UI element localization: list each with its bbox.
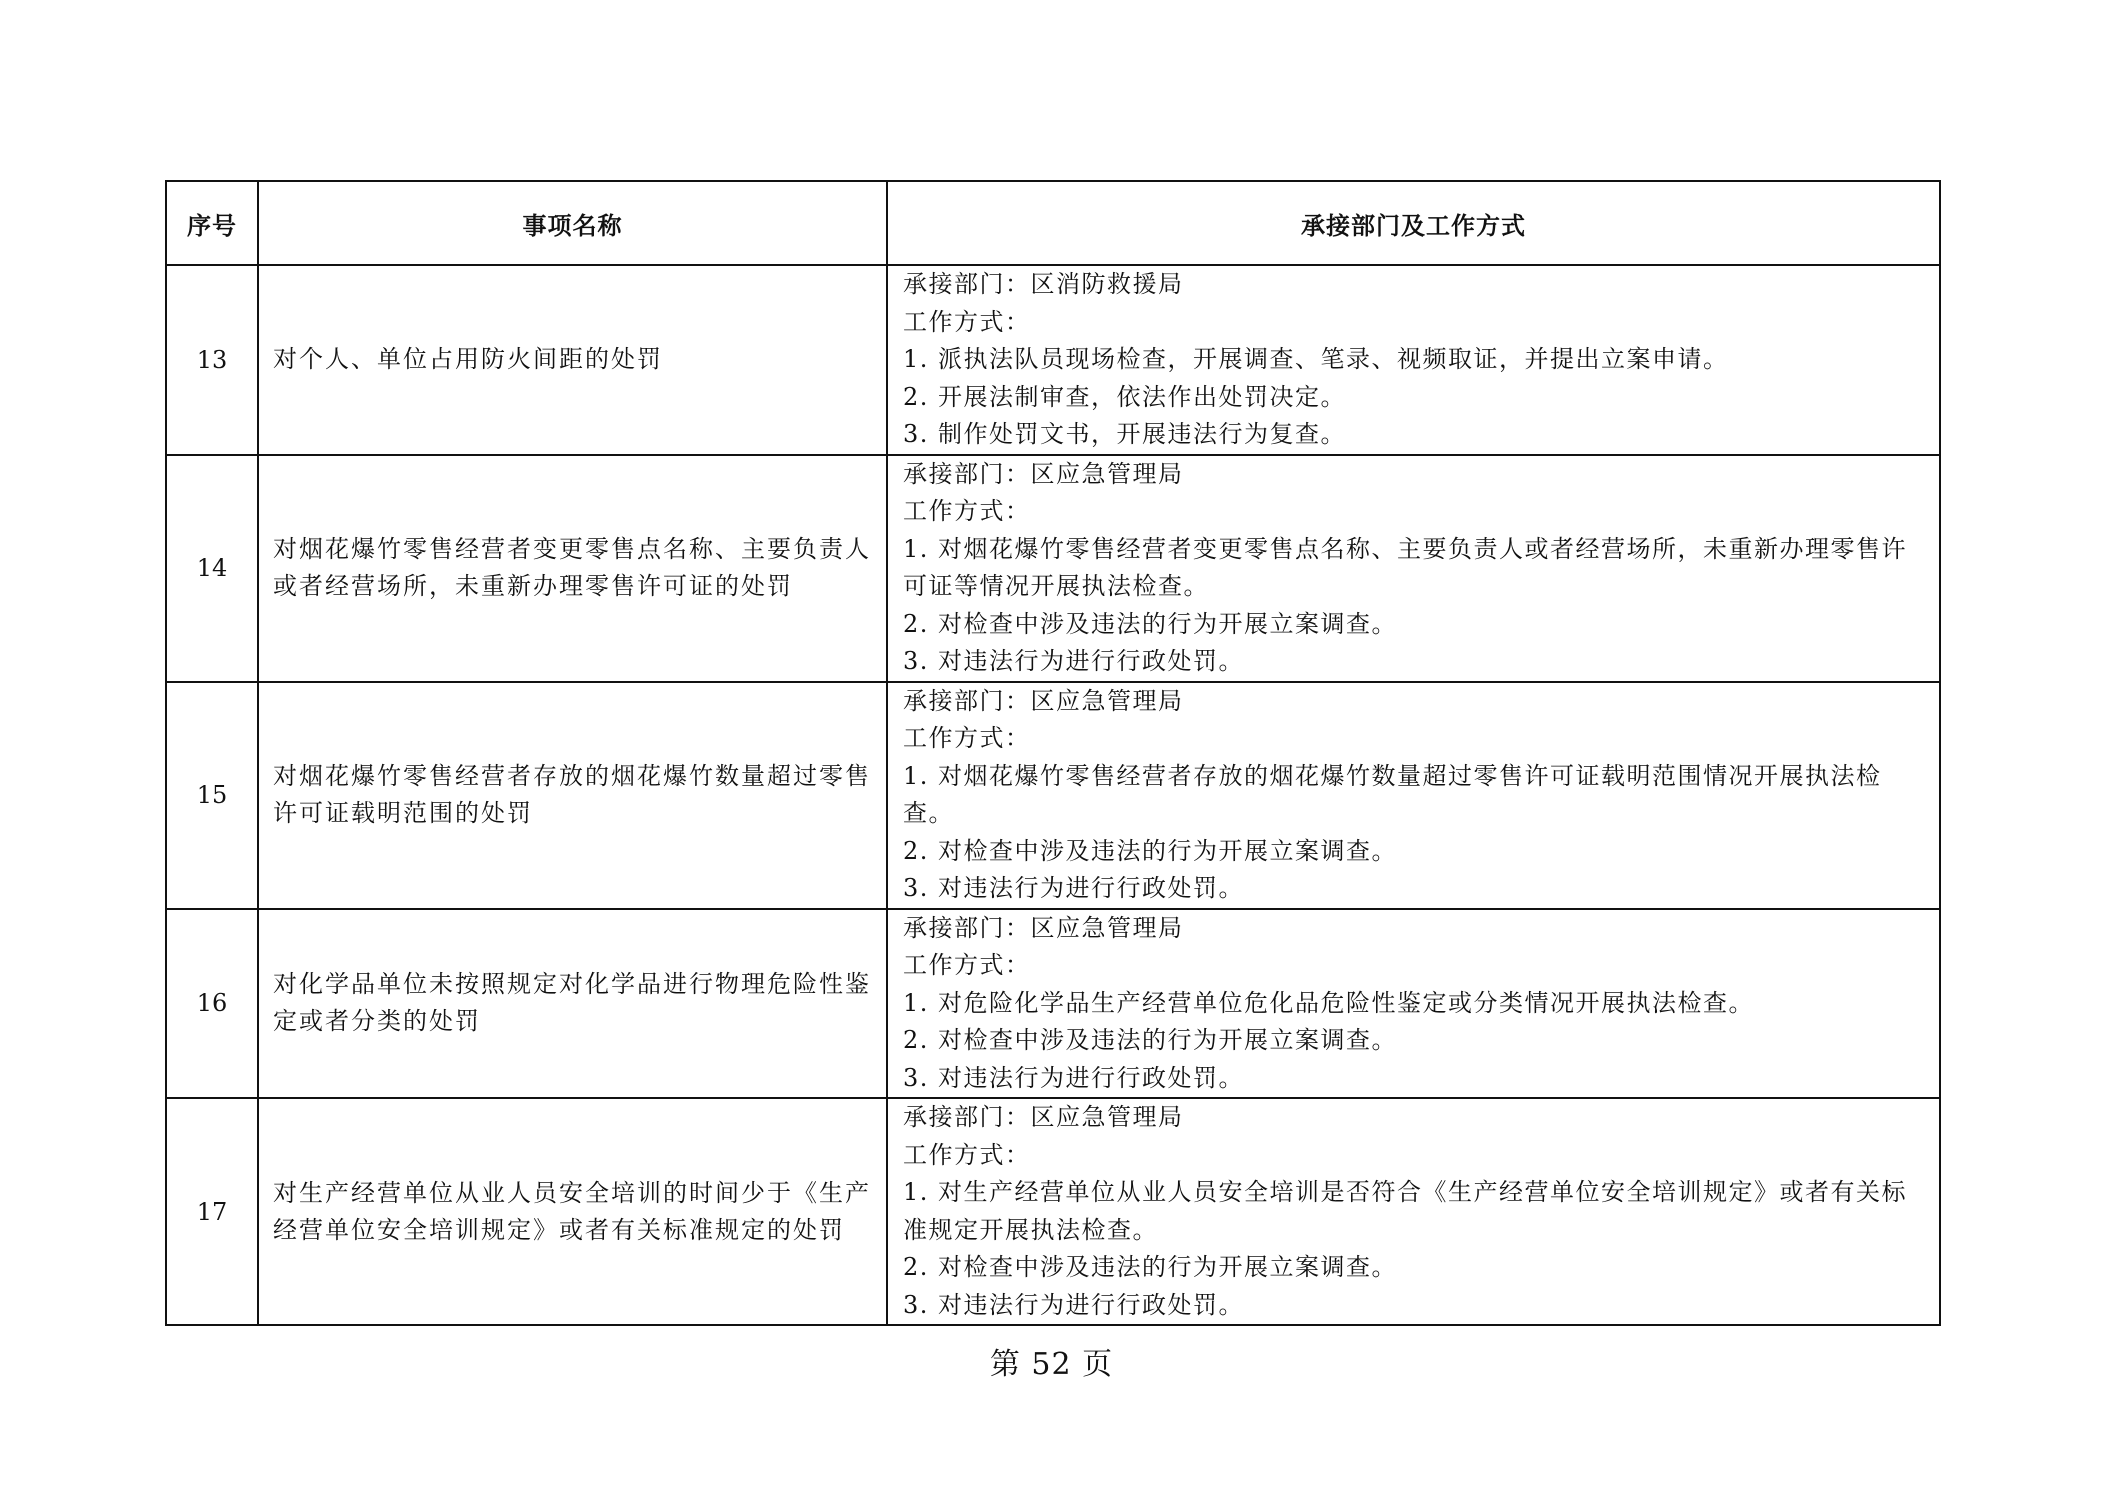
department-line: 承接部门：区应急管理局: [903, 1103, 1184, 1131]
department-line: 承接部门：区应急管理局: [903, 913, 1184, 942]
method-step: 1. 对烟花爆竹零售经营者变更零售点名称、主要负责人或者经营场所，未重新办理零售许可证等情况开展执法检查。: [903, 534, 1908, 600]
method-step: 1. 对危险化学品生产经营单位危化品危险性鉴定或分类情况开展执法检查。: [903, 988, 1755, 1017]
method-label: 工作方式：: [903, 497, 1031, 525]
table-row: [166, 1098, 1940, 1325]
page-number: 第 52 页: [989, 1347, 1114, 1382]
method-label: 工作方式：: [903, 724, 1031, 752]
row-number: 13: [166, 265, 258, 455]
row-number: 17: [166, 1098, 258, 1325]
method-step: 1. 派执法队员现场检查，开展调查、笔录、视频取证，并提出立案申请。: [903, 345, 1729, 373]
department-line: 承接部门：区应急管理局: [903, 459, 1184, 488]
table-row: [166, 265, 1940, 455]
department-and-method: [887, 265, 1940, 455]
item-name: 对生产经营单位从业人员安全培训的时间少于《生产经营单位安全培训规定》或者有关标准规定的处罚: [258, 1098, 887, 1325]
method-step: 3. 对违法行为进行行政处罚。: [903, 647, 1245, 675]
method-step: 1. 对烟花爆竹零售经营者存放的烟花爆竹数量超过零售许可证载明范围情况开展执法检查。: [903, 761, 1882, 827]
method-step: 1. 对生产经营单位从业人员安全培训是否符合《生产经营单位安全培训规定》或者有关标准规定开展执法检查。: [903, 1178, 1908, 1244]
table-row: [166, 682, 1940, 909]
method-step: 3. 对违法行为进行行政处罚。: [903, 1290, 1245, 1319]
method-label: 工作方式：: [903, 1140, 1031, 1169]
row-number: 14: [166, 455, 258, 682]
items-table: [165, 180, 1941, 1326]
department-and-method: [887, 1098, 1940, 1325]
department-and-method: [887, 455, 1940, 682]
row-number: 15: [166, 682, 258, 909]
item-name: 对化学品单位未按照规定对化学品进行物理危险性鉴定或者分类的处罚: [258, 909, 887, 1099]
department-and-method: [887, 909, 1940, 1099]
row-number: 16: [166, 909, 258, 1099]
method-step: 2. 对检查中涉及违法的行为开展立案调查。: [903, 609, 1398, 638]
item-name: 对个人、单位占用防火间距的处罚: [258, 265, 887, 455]
method-label: 工作方式：: [903, 307, 1031, 336]
table-header-row: [166, 181, 1940, 265]
department-line: 承接部门：区消防救援局: [903, 270, 1184, 298]
method-step: 3. 对违法行为进行行政处罚。: [903, 874, 1245, 902]
method-step: 2. 对检查中涉及违法的行为开展立案调查。: [903, 836, 1398, 865]
item-name: 对烟花爆竹零售经营者变更零售点名称、主要负责人或者经营场所，未重新办理零售许可证的处罚: [258, 455, 887, 682]
method-step: 3. 对违法行为进行行政处罚。: [903, 1063, 1245, 1092]
method-step: 2. 对检查中涉及违法的行为开展立案调查。: [903, 1026, 1398, 1054]
header-serial-number: 序号: [166, 181, 258, 265]
method-step: 2. 开展法制审查，依法作出处罚决定。: [903, 382, 1347, 411]
table-row: [166, 909, 1940, 1099]
table-row: [166, 455, 1940, 682]
item-name: 对烟花爆竹零售经营者存放的烟花爆竹数量超过零售许可证载明范围的处罚: [258, 682, 887, 909]
header-department-and-method: 承接部门及工作方式: [887, 181, 1940, 265]
method-step: 3. 制作处罚文书，开展违法行为复查。: [903, 420, 1347, 448]
method-label: 工作方式：: [903, 951, 1031, 979]
department-and-method: [887, 682, 1940, 909]
method-step: 2. 对检查中涉及违法的行为开展立案调查。: [903, 1253, 1398, 1281]
department-line: 承接部门：区应急管理局: [903, 686, 1184, 715]
header-item-name: 事项名称: [258, 181, 887, 265]
